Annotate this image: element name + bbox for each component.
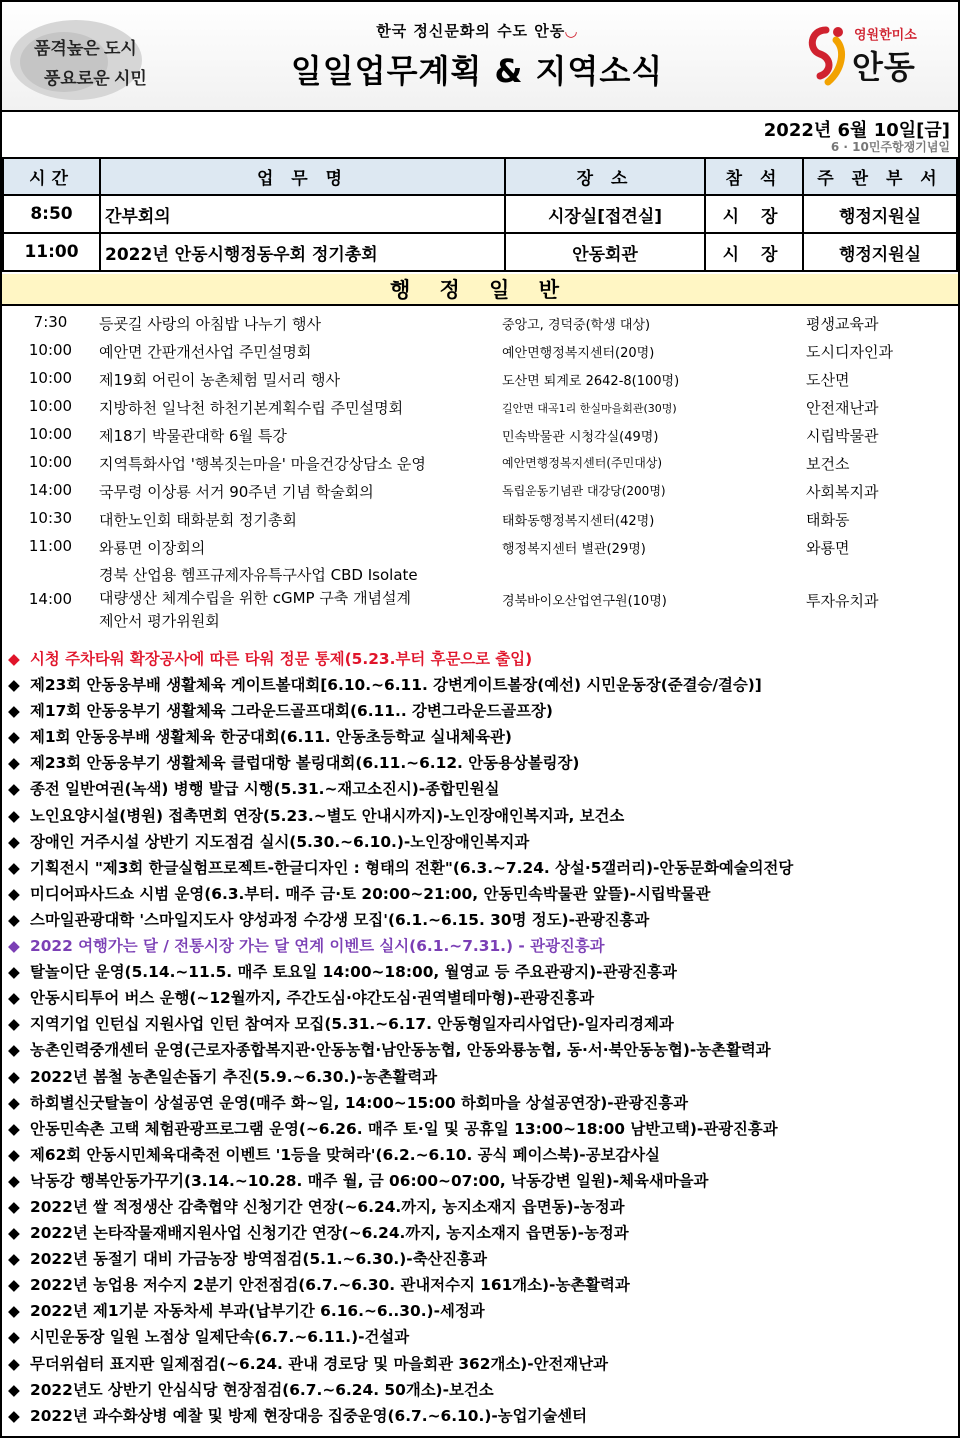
diamond-bullet-icon: ◆ xyxy=(8,884,20,903)
notice-text: 2022년 쌀 적정생산 감축협약 신청기간 연장(~6.24.까지, 농지소재지 읍면동)-농정과 xyxy=(30,1197,625,1216)
general-place: 예안면행정복지센터(20명) xyxy=(502,346,655,361)
notice-item xyxy=(8,1011,956,1037)
diamond-bullet-icon: ◆ xyxy=(8,780,20,799)
notice-item xyxy=(8,1168,956,1194)
diamond-bullet-icon: ◆ xyxy=(8,858,20,877)
general-place: 태화동행정복지센터(42명) xyxy=(502,514,655,529)
general-place: 예안면행정복지센터(주민대상) xyxy=(502,456,663,470)
notice-text: 지역기업 인턴십 지원사업 인턴 참여자 모집(5.31.~6.17. 안동형일자리사업단)-일자리경제과 xyxy=(30,1015,674,1034)
notice-text: 제23회 안동웅부배 생활체육 게이트볼대회[6.10.~6.11. 강변게이트볼장(예선) 시민운동장(준결승/결승)] xyxy=(30,676,762,695)
general-time: 10:00 xyxy=(28,453,73,471)
general-time: 10:00 xyxy=(28,397,73,415)
general-dept: 안전재난과 xyxy=(806,399,879,417)
notice-item xyxy=(8,803,956,829)
general-row xyxy=(2,476,958,504)
notice-item xyxy=(8,1142,956,1168)
general-time: 10:30 xyxy=(28,509,73,527)
diamond-bullet-icon: ◆ xyxy=(8,1067,20,1086)
diamond-bullet-icon: ◆ xyxy=(8,1250,20,1269)
notice-item xyxy=(8,750,956,776)
general-task xyxy=(99,564,499,633)
general-place: 경북바이오산업연구원(10명) xyxy=(502,594,667,609)
general-task-line: 대량생산 체계수립을 위한 cGMP 구축 개념설계 xyxy=(99,589,412,607)
general-place: 길안면 대곡1리 한실마을회관(30명) xyxy=(502,402,677,415)
header-attendee: 참 석 xyxy=(705,158,803,195)
notice-item xyxy=(8,985,956,1011)
diamond-bullet-icon: ◆ xyxy=(8,1171,20,1190)
notice-text: 2022년 논타작물재배지원사업 신청기간 연장(~6.24.까지, 농지소재지 읍면동)-농정과 xyxy=(30,1224,629,1243)
row-place: 안동회관 xyxy=(505,233,705,271)
notice-item xyxy=(8,1064,956,1090)
notice-item xyxy=(8,855,956,881)
general-task: 지역특화사업 '행복짓는마을' 마을건강상담소 운영 xyxy=(99,455,426,473)
table-row xyxy=(3,195,957,233)
notice-item xyxy=(8,933,956,959)
notice-text: 2022년 제1기분 자동차세 부과(납부기간 6.16.~6..30.)-세정과 xyxy=(30,1302,485,1321)
general-dept: 평생교육과 xyxy=(806,315,879,333)
general-row xyxy=(2,560,958,638)
diamond-bullet-icon: ◆ xyxy=(8,989,20,1008)
notice-item xyxy=(8,1090,956,1116)
notice-text: 시민운동장 일원 노점상 일제단속(6.7.~6.11.)-건설과 xyxy=(30,1328,410,1347)
general-task: 국무령 이상룡 서거 90주년 기념 학술회의 xyxy=(99,483,374,501)
general-row xyxy=(2,532,958,560)
general-row xyxy=(2,504,958,532)
notice-item xyxy=(8,1298,956,1324)
notice-item xyxy=(8,1272,956,1298)
diamond-bullet-icon: ◆ xyxy=(8,728,20,747)
general-place: 독립운동기념관 대강당(200명) xyxy=(502,484,666,498)
notice-text: 무더위쉼터 표지판 일제점검(~6.24. 관내 경로당 및 마을회관 362개소)-안전재난과 xyxy=(30,1354,608,1373)
header-dept: 주 관 부 서 xyxy=(803,158,957,195)
general-time: 11:00 xyxy=(28,537,73,555)
diamond-bullet-icon: ◆ xyxy=(8,702,20,721)
diamond-bullet-icon: ◆ xyxy=(8,1119,20,1138)
slogan-emblem xyxy=(6,10,162,102)
general-dept: 보건소 xyxy=(806,455,850,473)
general-task: 대한노인회 태화분회 정기총회 xyxy=(99,511,297,529)
logo-tagline: 영원한미소 xyxy=(854,28,917,43)
schedule-table xyxy=(2,157,958,272)
notice-item xyxy=(8,959,956,985)
general-time: 10:00 xyxy=(28,341,73,359)
andong-emblem-icon xyxy=(802,20,852,90)
diamond-bullet-icon: ◆ xyxy=(8,1197,20,1216)
general-dept: 도산면 xyxy=(806,371,850,389)
general-task-line: 경북 산업용 헴프규제자유특구사업 CBD Isolate xyxy=(99,566,418,584)
diamond-bullet-icon: ◆ xyxy=(8,754,20,773)
notice-item xyxy=(8,1194,956,1220)
notice-item xyxy=(8,829,956,855)
table-header-row xyxy=(3,158,957,195)
row-time: 11:00 xyxy=(3,233,100,271)
diamond-bullet-icon: ◆ xyxy=(8,1302,20,1321)
notice-item xyxy=(8,1246,956,1272)
notice-text: 제23회 안동웅부기 생활체육 클럽대항 볼링대회(6.11.~6.12. 안동용상볼링장) xyxy=(30,754,580,773)
notice-item xyxy=(8,1220,956,1246)
general-schedule-list xyxy=(2,308,958,638)
notice-item xyxy=(8,724,956,750)
diamond-bullet-icon: ◆ xyxy=(8,937,20,956)
header-subtitle: 한국 정신문화의 수도 안동◡ xyxy=(376,22,578,40)
notice-text: 안동시티투어 버스 운행(~12월까지, 주간도심·야간도심·권역별테마형)-관광진흥과 xyxy=(30,989,595,1008)
diamond-bullet-icon: ◆ xyxy=(8,1328,20,1347)
general-place: 행정복지센터 별관(29명) xyxy=(502,542,646,557)
general-dept: 태화동 xyxy=(806,511,850,529)
notice-item xyxy=(8,646,956,672)
notice-text: 시청 주차타워 확장공사에 따른 타워 정문 통제(5.23.부터 후문으로 출입) xyxy=(30,650,533,668)
notice-text: 노인요양시설(병원) 접촉면회 연장(5.23.~별도 안내시까지)-노인장애인복지과, 보건소 xyxy=(30,806,625,825)
general-time: 14:00 xyxy=(28,590,73,608)
diamond-bullet-icon: ◆ xyxy=(8,963,20,982)
general-row xyxy=(2,308,958,336)
smile-icon: ◡ xyxy=(565,22,578,40)
notice-text: 제62회 안동시민체육대축전 이벤트 '1등을 맞혀라'(6.2.~6.10. 공식 페이스북)-공보감사실 xyxy=(30,1145,661,1164)
notice-item xyxy=(8,1403,956,1429)
notice-item xyxy=(8,672,956,698)
notice-text: 낙동강 행복안동가꾸기(3.14.~10.28. 매주 월, 금 06:00~07:00, 낙동강변 일원)-체육새마을과 xyxy=(30,1171,709,1190)
notice-text: 2022년 동절기 대비 가금농장 방역점검(5.1.~6.30.)-축산진흥과 xyxy=(30,1250,488,1269)
notice-item xyxy=(8,1351,956,1377)
diamond-bullet-icon: ◆ xyxy=(8,1093,20,1112)
general-dept: 도시디자인과 xyxy=(806,343,893,361)
header-task: 업 무 명 xyxy=(100,158,505,195)
notice-item xyxy=(8,1377,956,1403)
general-dept: 시립박물관 xyxy=(806,427,879,445)
diamond-bullet-icon: ◆ xyxy=(8,1015,20,1034)
diamond-bullet-icon: ◆ xyxy=(8,910,20,929)
row-task: 간부회의 xyxy=(100,195,505,233)
notice-text: 2022년도 상반기 안심식당 현장점검(6.7.~6.24. 50개소)-보건소 xyxy=(30,1380,494,1399)
notice-text: 2022 여행가는 달 / 전통시장 가는 달 연계 이벤트 실시(6.1.~7.31.) - 관광진흥과 xyxy=(30,937,605,956)
notice-item xyxy=(8,1037,956,1063)
diamond-bullet-icon: ◆ xyxy=(8,1380,20,1399)
row-dept: 행정지원실 xyxy=(803,195,957,233)
general-time: 7:30 xyxy=(33,313,68,331)
diamond-bullet-icon: ◆ xyxy=(8,1224,20,1243)
notice-text: 하회별신굿탈놀이 상설공연 운영(매주 화~일, 14:00~15:00 하회마을 상설공연장)-관광진흥과 xyxy=(30,1093,688,1112)
row-place: 시장실[접견실] xyxy=(505,195,705,233)
notice-text: 농촌인력중개센터 운영(근로자종합복지관·안동농협·남안동농협, 안동와룡농협, 동·서·북안동농협)-농촌활력과 xyxy=(30,1041,771,1060)
header xyxy=(2,2,958,112)
page-title: 일일업무계획 & 지역소식 xyxy=(290,52,664,90)
header-place: 장 소 xyxy=(505,158,705,195)
general-task: 제19회 어린이 농촌체험 밀서리 행사 xyxy=(99,371,341,389)
slogan-line1: 품격높은 도시 xyxy=(34,39,137,58)
general-time: 10:00 xyxy=(28,425,73,443)
general-row xyxy=(2,392,958,420)
diamond-bullet-icon: ◆ xyxy=(8,806,20,825)
logo-wordmark: 안동 xyxy=(852,48,916,86)
row-dept: 행정지원실 xyxy=(803,233,957,271)
general-row xyxy=(2,448,958,476)
general-task-line: 제안서 평가위원회 xyxy=(99,612,220,630)
table-row xyxy=(3,233,957,271)
notice-text: 기획전시 "제3회 한글실험프로젝트-한글디자인 : 형태의 전환"(6.3.~7.24. 상설·5갤러리)-안동문화예술의전당 xyxy=(30,858,794,877)
diamond-bullet-icon: ◆ xyxy=(8,1354,20,1373)
row-time: 8:50 xyxy=(3,195,100,233)
general-row xyxy=(2,364,958,392)
general-dept: 와룡면 xyxy=(806,539,850,557)
header-time: 시간 xyxy=(3,158,100,195)
general-row xyxy=(2,420,958,448)
notice-text: 2022년 봄철 농촌일손돕기 추진(5.9.~6.30.)-농촌활력과 xyxy=(30,1067,438,1086)
row-attendee: 시 장 xyxy=(705,233,803,271)
row-task: 2022년 안동시행정동우회 정기총회 xyxy=(100,233,505,271)
diamond-bullet-icon: ◆ xyxy=(8,1406,20,1425)
diamond-bullet-icon: ◆ xyxy=(8,676,20,695)
notice-item xyxy=(8,907,956,933)
notice-item xyxy=(8,1116,956,1142)
notice-item xyxy=(8,698,956,724)
diamond-bullet-icon: ◆ xyxy=(8,1276,20,1295)
general-task: 예안면 간판개선사업 주민설명회 xyxy=(99,343,312,361)
andong-logo xyxy=(802,16,952,96)
notice-text: 안동민속촌 고택 체험관광프로그램 운영(~6.26. 매주 토·일 및 공휴일 13:00~18:00 남반고택)-관광진흥과 xyxy=(30,1119,778,1138)
notice-item xyxy=(8,1324,956,1350)
general-task: 등굣길 사랑의 아침밥 나누기 행사 xyxy=(99,315,321,333)
diamond-bullet-icon: ◆ xyxy=(8,650,20,668)
general-place: 도산면 퇴계로 2642-8(100명) xyxy=(502,374,680,389)
general-row xyxy=(2,336,958,364)
notice-text: 제1회 안동웅부배 생활체육 한궁대회(6.11. 안동초등학교 실내체육관) xyxy=(30,728,512,747)
anniversary: 6 · 10민주항쟁기념일 xyxy=(830,140,950,154)
general-dept: 사회복지과 xyxy=(806,483,879,501)
slogan-line2: 풍요로운 시민 xyxy=(44,69,147,88)
general-task: 지방하천 일낙천 하천기본계획수립 주민설명회 xyxy=(99,399,404,417)
date: 2022년 6월 10일[금] xyxy=(763,120,950,141)
row-attendee: 시 장 xyxy=(705,195,803,233)
diamond-bullet-icon: ◆ xyxy=(8,832,20,851)
notice-text: 2022년 농업용 저수지 2분기 안전점검(6.7.~6.30. 관내저수지 161개소)-농촌활력과 xyxy=(30,1276,630,1295)
diamond-bullet-icon: ◆ xyxy=(8,1145,20,1164)
section-title-general: 행 정 일 반 xyxy=(2,274,958,306)
notice-text: 미디어파사드쇼 시범 운영(6.3.부터. 매주 금·토 20:00~21:00, 안동민속박물관 앞뜰)-시립박물관 xyxy=(30,884,711,903)
general-time: 14:00 xyxy=(28,481,73,499)
notice-text: 장애인 거주시설 상반기 지도점검 실시(5.30.~6.10.)-노인장애인복지과 xyxy=(30,832,530,851)
notice-text: 2022년 과수화상병 예찰 및 방제 현장대응 집중운영(6.7.~6.10.)-농업기술센터 xyxy=(30,1406,587,1425)
general-place: 민속박물관 시청각실(49명) xyxy=(502,430,659,445)
general-place: 중앙고, 경덕중(학생 대상) xyxy=(502,318,651,333)
notice-text: 종전 일반여권(녹색) 병행 발급 시행(5.31.~재고소진시)-종합민원실 xyxy=(30,780,500,799)
notice-text: 스마일관광대학 '스마일지도사 양성과정 수강생 모집'(6.1.~6.15. 30명 정도)-관광진흥과 xyxy=(30,910,650,929)
notice-list xyxy=(8,646,956,1429)
diamond-bullet-icon: ◆ xyxy=(8,1041,20,1060)
general-time: 10:00 xyxy=(28,369,73,387)
notice-item xyxy=(8,881,956,907)
general-dept: 투자유치과 xyxy=(806,592,879,610)
general-task: 제18기 박물관대학 6월 특강 xyxy=(99,427,287,445)
notice-text: 탈놀이단 운영(5.14.~11.5. 매주 토요일 14:00~18:00, 월영교 등 주요관광지)-관광진흥과 xyxy=(30,963,677,982)
notice-item xyxy=(8,776,956,802)
notice-text: 제17회 안동웅부기 생활체육 그라운드골프대회(6.11.. 강변그라운드골프장) xyxy=(30,702,553,721)
general-task: 와룡면 이장회의 xyxy=(99,539,206,557)
